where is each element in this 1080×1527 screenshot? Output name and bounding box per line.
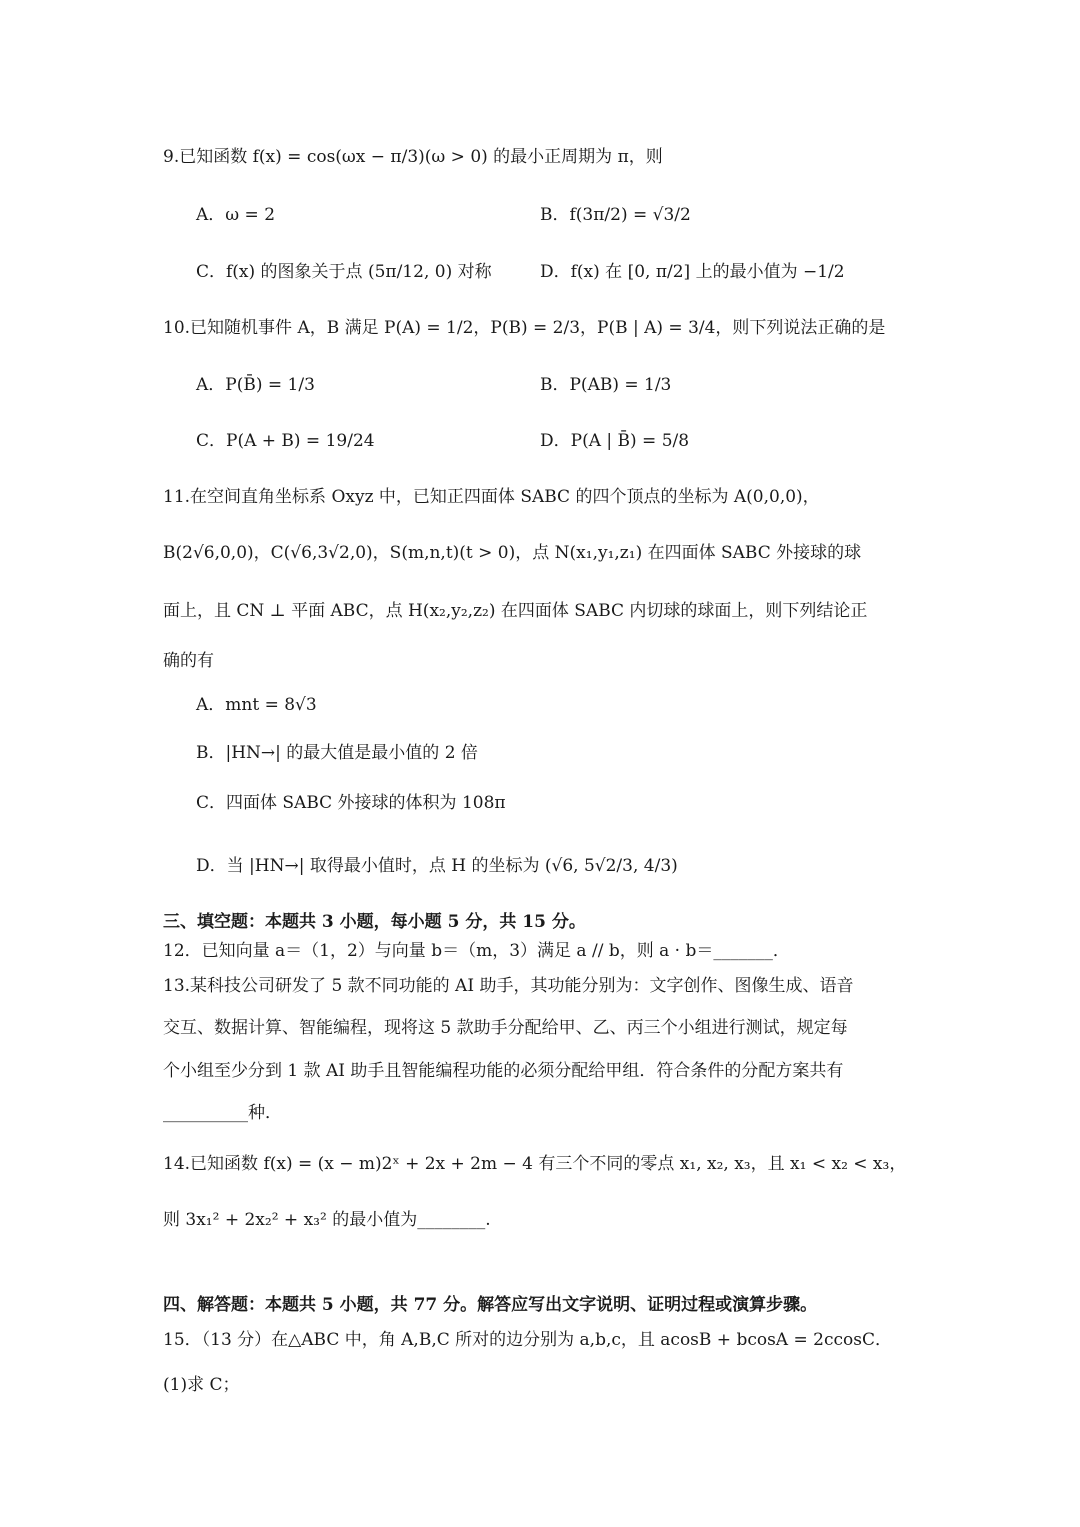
q9-option-d: D．f(x) 在 [0, π/2] 上的最小值为 −1/2 [540,262,845,282]
q13-line-2: 交互、数据计算、智能编程，现将这 5 款助手分配给甲、乙、丙三个小组进行测试，规定每 [163,1018,848,1038]
q11-option-a: A．mnt = 8√3 [196,695,317,715]
q9-option-c: C．f(x) 的图象关于点 (5π/12, 0) 对称 [196,262,492,282]
q15: 15．（13 分）在△ABC 中，角 A,B,C 所对的边分别为 a,b,c，且 acosB + bcosA = 2ccosC． [163,1330,892,1350]
q11-option-d: D．当 |HN→| 取得最小值时，点 H 的坐标为 (√6, 5√2/3, 4/3) [196,856,678,876]
q14-line-2: 则 3x₁² + 2x₂² + x₃² 的最小值为________. [163,1210,491,1230]
q11-option-b: B．|HN→| 的最大值是最小值的 2 倍 [196,743,478,763]
q10-stem: 10.已知随机事件 A，B 满足 P(A) = 1/2，P(B) = 2/3，P(B | A) = 3/4，则下列说法正确的是 [163,318,886,338]
q9-option-b: B．f(3π/2) = √3/2 [540,205,691,225]
q11-option-c: C．四面体 SABC 外接球的体积为 108π [196,793,506,813]
q14-line-1: 14.已知函数 f(x) = (x − m)2ˣ + 2x + 2m − 4 有三个不同的零点 x₁, x₂, x₃，且 x₁ < x₂ < x₃， [163,1154,907,1174]
q15-part-1: (1)求 C； [163,1375,240,1395]
q11-stem-line-2: B(2√6,0,0)，C(√6,3√2,0)，S(m,n,t)(t > 0)，点 N(x₁,y₁,z₁) 在四面体 SABC 外接球的球 [163,543,862,563]
q10-option-a: A．P(B̄) = 1/3 [196,375,315,395]
section-4-heading: 四、解答题：本题共 5 小题，共 77 分。解答应写出文字说明、证明过程或演算步骤。 [163,1295,818,1315]
q10-option-b: B．P(AB) = 1/3 [540,375,672,395]
q11-stem-line-4: 确的有 [163,651,214,671]
q11-stem-line-1: 11.在空间直角坐标系 Oxyz 中，已知正四面体 SABC 的四个顶点的坐标为 A(0,0,0)， [163,487,820,507]
q10-option-c: C．P(A + B) = 19/24 [196,431,375,451]
q13-line-3: 个小组至少分到 1 款 AI 助手且智能编程功能的必须分配给甲组．符合条件的分配方案共有 [163,1061,844,1081]
q13-line-1: 13.某科技公司研发了 5 款不同功能的 AI 助手，其功能分别为：文字创作、图像生成、语音 [163,976,854,996]
q13-line-4: __________种． [163,1103,282,1123]
q9-option-a: A．ω = 2 [196,205,276,225]
q10-option-d: D．P(A | B̄) = 5/8 [540,431,690,451]
q12: 12．已知向量 a＝（1，2）与向量 b＝（m，3）满足 a // b，则 a · b＝_______． [163,941,790,961]
section-3-heading: 三、填空题：本题共 3 小题，每小题 5 分，共 15 分。 [163,912,586,932]
q9-stem: 9.已知函数 f(x) = cos(ωx − π/3)(ω > 0) 的最小正周期为 π，则 [163,147,663,167]
q11-stem-line-3: 面上，且 CN ⊥ 平面 ABC，点 H(x₂,y₂,z₂) 在四面体 SABC 内切球的球面上，则下列结论正 [163,601,868,621]
